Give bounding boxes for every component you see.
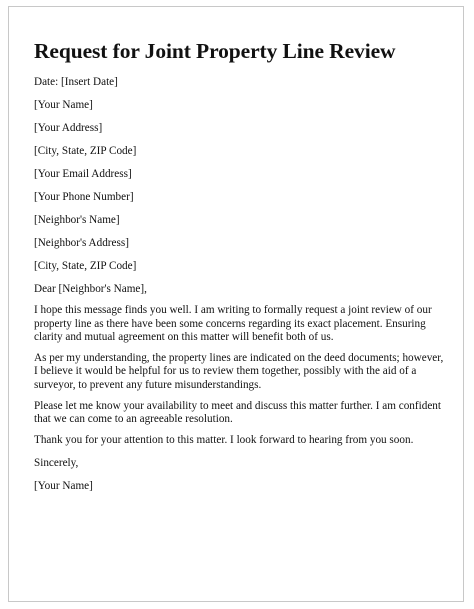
sender-email: [Your Email Address]	[34, 168, 132, 180]
recipient-address: [Neighbor's Address]	[34, 237, 129, 249]
body-paragraph-4: Thank you for your attention to this matter. I look forward to hearing from you soon.	[34, 433, 414, 446]
body-paragraph-2: As per my understanding, the property lines are indicated on the deed documents; however, I believe it would be helpful for us to review them together, possibly with the aid of a surveyor, to prevent any future misunderstandings.	[34, 351, 444, 391]
letter-page	[8, 6, 464, 602]
sender-address: [Your Address]	[34, 122, 103, 134]
letter-content	[34, 37, 448, 501]
recipient-city-state-zip: [City, State, ZIP Code]	[34, 260, 137, 272]
signature: [Your Name]	[34, 480, 93, 493]
sender-name: [Your Name]	[34, 99, 93, 111]
sender-city-state-zip: [City, State, ZIP Code]	[34, 145, 137, 157]
body-paragraph-3: Please let me know your availability to meet and discuss this matter further. I am confident that we can come to an agreeable resolution.	[34, 399, 441, 426]
salutation: Dear [Neighbor's Name],	[34, 283, 147, 295]
sender-phone: [Your Phone Number]	[34, 191, 134, 203]
letter-title: Request for Joint Property Line Review	[34, 39, 396, 63]
letter-date: Date: [Insert Date]	[34, 76, 118, 88]
body-paragraph-1: I hope this message finds you well. I am writing to formally request a joint review of our property line as there have been some concerns regarding its exact placement. Ensuring clarity and mutual agreement on this matter will benefit both of us.	[34, 304, 432, 344]
closing: Sincerely,	[34, 457, 79, 470]
recipient-name: [Neighbor's Name]	[34, 214, 120, 226]
